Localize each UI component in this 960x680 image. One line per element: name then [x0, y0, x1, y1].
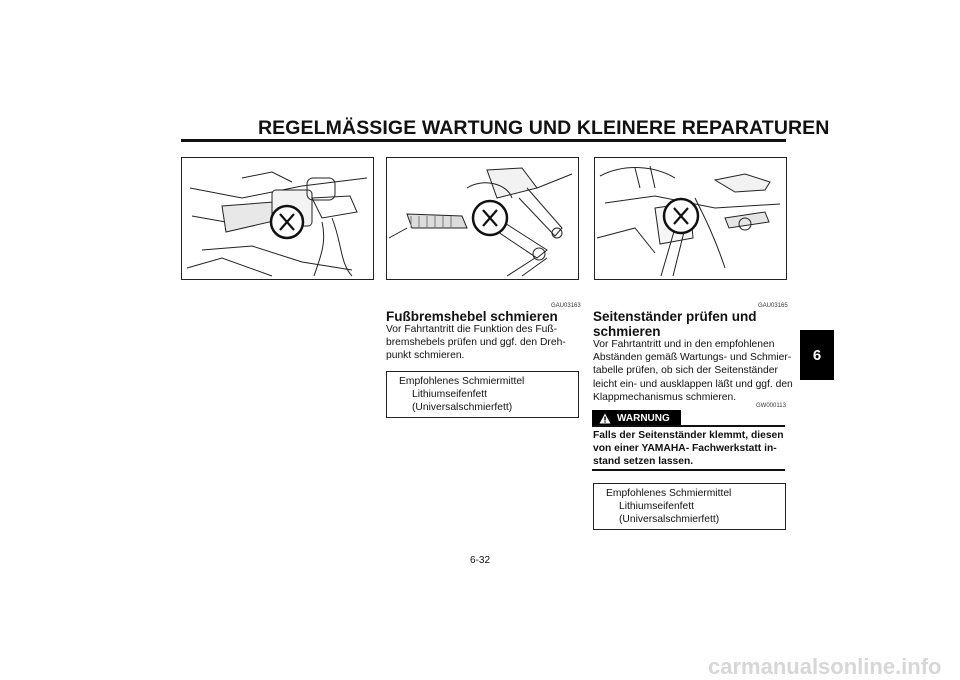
- lubricant-label: Empfohlenes Schmiermittel: [399, 376, 525, 387]
- lubricant-type-note: (Universalschmierfett): [412, 402, 513, 414]
- section-body-brake-pedal: Vor Fahrtantritt die Funktion des Fuß- bremshebels prüfen und ggf. den Dreh- punkt schmieren.: [386, 324, 566, 362]
- warning-label: WARNUNG: [617, 412, 670, 424]
- lubricant-box: [593, 483, 786, 530]
- page-title: REGELMÄSSIGE WARTUNG UND KLEINERE REPARATUREN: [258, 117, 830, 139]
- page-number: 6-32: [470, 555, 491, 566]
- section-heading-brake-pedal: Fußbremshebel schmieren: [386, 309, 558, 324]
- lubricant-label: Empfohlenes Schmiermittel: [606, 488, 732, 499]
- figure-brake-pedal: [386, 157, 579, 280]
- title-rule: [181, 139, 786, 142]
- lubricant-box: [386, 371, 579, 418]
- warning-bottom-rule: [592, 469, 785, 471]
- warning-code: GW000113: [756, 403, 786, 409]
- lubricant-type: Lithiumseifenfett: [619, 501, 694, 513]
- warning-badge: [592, 410, 681, 426]
- lubricant-type-note: (Universalschmierfett): [619, 514, 720, 526]
- section-body-side-stand: Vor Fahrtantritt und in den empfohlenen Abständen gemäß Wartungs- und Schmier- tabelle prüfen, ob sich der Seitenständer leicht ein- und ausklappen läßt und ggf. den Klappmechanismus schmieren.: [593, 339, 793, 403]
- warning-triangle-icon: [599, 413, 611, 424]
- section-heading-side-stand: Seitenständer prüfen und schmieren: [593, 309, 757, 339]
- figure-side-stand: [594, 157, 787, 280]
- watermark: carmanualsonline.info: [708, 654, 942, 679]
- lubricant-type: Lithiumseifenfett: [412, 389, 487, 401]
- figure-clutch-lever: [181, 157, 374, 280]
- warning-top-rule: [592, 425, 785, 427]
- section-code: GAU03163: [551, 303, 581, 309]
- chapter-tab: 6: [800, 330, 834, 380]
- warning-text: Falls der Seitenständer klemmt, diesen von einer YAMAHA- Fachwerkstatt in- stand setzen lassen.: [593, 430, 784, 467]
- section-code: GAU03165: [758, 303, 788, 309]
